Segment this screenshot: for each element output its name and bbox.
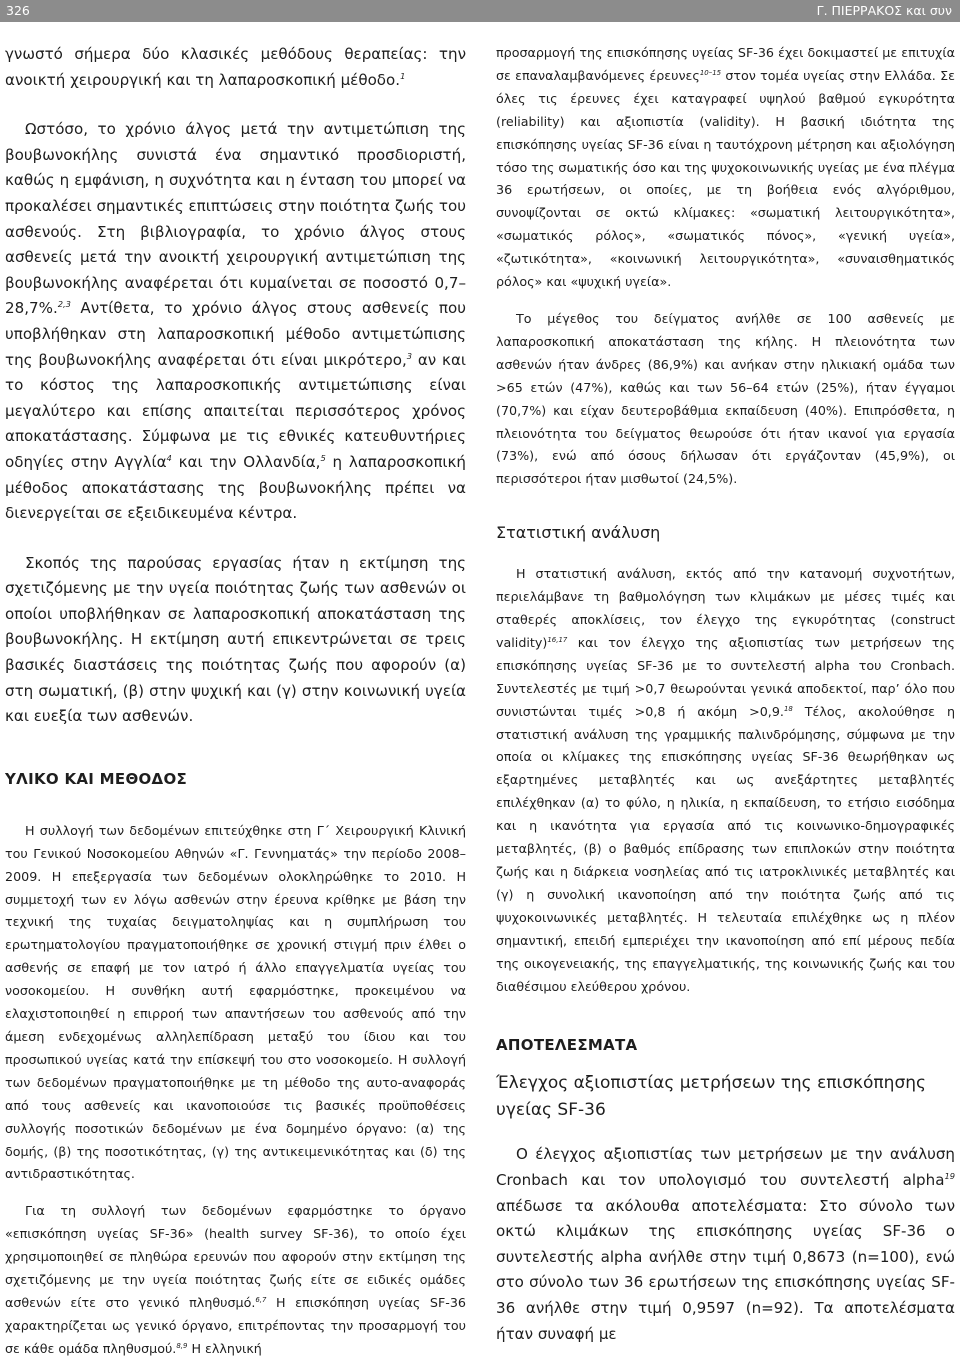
citation: 1 xyxy=(400,70,406,81)
citation: 8,9 xyxy=(176,1341,188,1350)
paragraph-statistics: Η στατιστική ανάλυση, εκτός από την κατανομή συχνοτήτων, περιελάμβανε τη βαθμολόγηση των κλιμάκων με μέσες τιμές και σταθερές αποκλίσεις, τον έλεγχο της εγκυρότητας (construct validity)$^{16,17}$ και τον έλεγχο της αξιοπιστίας των μετρήσεων της επισκόπησης υγείας SF-36 με το συντελεστή alpha του Cronbach. Συντελεστές με τιμή >0,7 θεωρούνται γενικά αποδεκτοί, παρ’ όλο που συνιστώνται τιμές >0,8 ή ακόμη >0,9.18 Τέλος, ακολούθησε η στατιστική ανάλυση της γραμμικής παλινδρόμησης, σύμφωνα με την οποία οι κλίμακες της επισκόπησης υγείας SF-36 θεωρήθηκαν ως εξαρτημένες μεταβλητές και ως ανεξάρτητες μεταβλητές επιλέχθηκαν (α) το φύλο, η ηλικία, η εκπαίδευση, το ετήσιο εισόδημα και η ικανότητα για εργασία από τις κοινωνικο-δημογραφικές μεταβλητές, (β) ο βαθμός επίδρασης των επιπλοκών στην ποιότητα ζωής και η διάρκεια νοσηλείας από τις ιατροκλινικές μεταβλητές και (γ) η συνολική ικανοποίηση από την ποιότητα ζωής από τις ψυχοκοινωνικές μεταβλητές. Η τελευταία επιλέχθηκε ως η πλέον σημαντική, επειδή εμπεριέχει την ικανοποίηση από επί μέρους πεδία της οικογενειακής, της επαγγελματικής, της κοινωνικής ζωής και του διαθέσιμου ελεύθερου χρόνου. xyxy=(496,566,955,994)
left-column xyxy=(5,42,466,1361)
paragraph-chronic-pain: Ωστόσο, το χρόνιο άλγος μετά την αντιμετώπιση της βουβωνοκήλης συνιστά ένα σημαντικό προσδιοριστή, καθώς η εμφάνιση, η συχνότητα και η ένταση του μπορεί να προκαλέσει σημαντικές επιπτώσεις στην ποιότητα ζωής του ασθενούς. Στη βιβλιογραφία, το χρόνιο άλγος στους ασθενείς μετά την ανοικτή χειρουργική αντιμετώπιση της βουβωνοκήλης αναφέρεται ότι κυμαίνεται σε ποσοστό 0,7–28,7%.$^{2,3}$ Αντίθετα, το χρόνιο άλγος στους ασθενείς που υποβλήθηκαν στη λαπαροσκοπική μέθοδο αντιμετώπισης της βουβωνοκήλης αναφέρεται ότι είναι μικρότερο,$^3$ αν και το κόστος της λαπαροσκοπικής αντιμετώπισης είναι μεγαλύτερο και επίσης απαιτείται περισσότερος χρόνος αποκατάστασης. Σύμφωνα με τις εθνικές κατευθυντήριες οδηγίες στην Αγγλία$^4$ και την Ολλανδία,$^5$ η λαπαροσκοπική μέθοδος αποκατάστασης της βουβωνοκήλης πρέπει να διενεργείται σε εξειδικευμένα κέντρα. xyxy=(5,120,466,523)
citation: 19 xyxy=(944,1171,955,1181)
citation: 4 xyxy=(166,452,172,463)
citation: 2,3 xyxy=(57,299,71,310)
citation: 10–15 xyxy=(699,68,722,77)
paragraph-reliability-results: Ο έλεγχος αξιοπιστίας των μετρήσεων με την ανάλυση Cronbach και τον υπολογισμό του συντελεστή alpha$^{19}$ απέδωσε τα ακόλουθα αποτελέσματα: Στο σύνολο των οκτώ κλιμάκων της επισκόπησης υγείας SF-36 ο συντελεστής alpha ανήλθε στην τιμή 0,8673 (n=100), ενώ στο σύνολο των 36 ερωτήσεων της επισκόπησης υγείας SF-36 ανήλθε στην τιμή 0,9597 (n=92). Τα αποτελέσματα ήταν συναφή με xyxy=(496,1145,955,1343)
paragraph-greek-adaptation: προσαρμογή της επισκόπησης υγείας SF-36 έχει δοκιμαστεί με επιτυχία σε επαναλαμβανόμενες έρευνες$^{10-15}$ στον τομέα υγείας στην Ελλάδα. Σε όλες τις έρευνες έχει καταγραφεί υψηλού βαθμού εγκυρότητα (reliability) και αξιοπιστία (validity). Η βασική ιδιότητα της επισκόπησης υγείας SF-36 είναι η ταυτόχρονη μέτρηση και αξιολόγηση τόσο της σωματικής όσο και της ψυχοκοινωνικής υγείας με ένα πλέγμα 36 ερωτήσεων, οι οποίες, με τη βοήθεια ενός αλγόριθμου, συνοψίζονται σε οκτώ κλίμακες: «σωματική λειτουργικότητα», «σωματικός ρόλος», «σωματικός πόνος», «γενική υγεία», «ζωτικότητα», «κοινωνική λειτουργικότητα», «συναισθηματικός ρόλος» και «ψυχική υγεία». xyxy=(496,45,955,290)
page-number: 326 xyxy=(6,3,30,18)
citation: 5 xyxy=(320,452,326,463)
citation: 3 xyxy=(406,350,413,361)
citation: 18 xyxy=(783,704,793,713)
section-heading-results: ΑΠΟΤΕΛΕΣΜΑΤΑ xyxy=(496,1036,638,1055)
paragraph-intro-methods: γνωστό σήμερα δύο κλασικές μεθόδους θεραπείας: την ανοικτή χειρουργική και τη λαπαροσκοπική μέθοδο.$^1$ xyxy=(5,45,466,89)
right-column xyxy=(496,42,955,1347)
paragraph-aim: Σκοπός της παρούσας εργασίας ήταν η εκτίμηση της σχετιζόμενης με την υγεία ποιότητας ζωής των ασθενών οι οποίοι υποβλήθηκαν σε λαπαροσκοπική αποκατάσταση της βουβωνοκήλης. Η εκτίμηση αυτή επικεντρώνεται σε τρεις βασικές διαστάσεις της ποιότητας ζωής που αφορούν (α) στη σωματική, (β) στην ψυχική και (γ) στην κοινωνική υγεία και ευεξία των ασθενών. xyxy=(5,553,466,726)
subheading-statistical-analysis: Στατιστική ανάλυση xyxy=(496,523,661,543)
paragraph-sf36-instrument: Για τη συλλογή των δεδομένων εφαρμόστηκε το όργανο «επισκόπηση υγείας SF-36» (health survey SF-36), το οποίο έχει χρησιμοποιηθεί σε πληθώρα ερευνών που αφορούν στην εκτίμηση της σχετιζόμενης με την υγεία ποιότητας ζωής είτε σε ειδικές ομάδες ασθενών είτε στο γενικό πληθυσμό.$^{6,7}$ Η επισκόπηση υγείας SF-36 χαρακτηρίζεται ως γενικό όργανο, επιτρέποντας την προσαρμογή του σε κάθε ομάδα πληθυσμού.$^{8,9}$ Η ελληνική xyxy=(5,1203,466,1356)
paragraph-sample: Το μέγεθος του δείγματος ανήλθε σε 100 ασθενείς με λαπαροσκοπική αποκατάσταση της κήλης. Η πλειονότητα των ασθενών ήταν άνδρες (86,9%) και ανήκαν στην ηλικιακή ομάδα των >65 ετών (47%), καθώς και των 56–64 ετών (25%), ήταν έγγαμοι (70,7%) και είχαν δευτεροβάθμια εκπαίδευση (40%). Επιπρόσθετα, η πλειονότητα του δείγματος θεωρούσε ότι ήταν ικανοί για εργασία (73%), ενώ από όσους δήλωσαν ότι εργάζονταν (45,9%), οι περισσότεροι ήταν μισθωτοί (24,5%). xyxy=(496,310,955,487)
page-header xyxy=(0,0,960,22)
subheading-reliability: Έλεγχος αξιοπιστίας μετρήσεων της επισκόπησης υγείας SF-36 xyxy=(496,1073,926,1121)
citation: 6,7 xyxy=(255,1295,267,1304)
section-heading-methods: ΥΛΙΚΟ ΚΑΙ ΜΕΘΟΔΟΣ xyxy=(5,769,188,788)
citation: 16,17 xyxy=(547,635,568,644)
paragraph-data-collection: Η συλλογή των δεδομένων επιτεύχθηκε στη Γ΄ Χειρουργική Κλινική του Γενικού Νοσοκομείου Αθηνών «Γ. Γεννηματάς» την περίοδο 2008–2009. Η επεξεργασία των δεδομένων ολοκληρώθηκε το 2010. Η συμμετοχή των εν λόγω ασθενών στην έρευνα κρίθηκε με βάση την τεχνική της τυχαίας δειγματοληψίας και η συμπλήρωση του ερωτηματολογίου πραγματοποιήθηκε σε χρονική στιγμή πριν έλθει ο ασθενής σε επαφή με τον ιατρό ή άλλο επαγγελματία υγείας του νοσοκομείου. Η συνθήκη αυτή εφαρμόστηκε, προκειμένου να ελαχιστοποιηθεί η επιρροή των απαντήσεων του ασθενούς από την άμεση ενδεχομένως αλληλεπίδραση μεταξύ του ίδιου και του προσωπικού υγείας κατά την επίσκεψή του στο νοσοκομείο. Η συλλογή των δεδομένων πραγματοποιήθηκε με τη μέθοδο της αυτο-αναφοράς από τους ασθενείς και ικανοποιούσε τις βασικές προϋποθέσεις συλλογής ποσοτικών δεδομένων με ένα δομημένο όργανο: (α) της δομής, (β) της ποσοτικότητας, (γ) της αντικειμενικότητας και (δ) της αντιδραστικότητας. xyxy=(5,822,466,1182)
running-title: Γ. ΠΙΕΡΡΑΚΟΣ και συν xyxy=(816,3,952,18)
